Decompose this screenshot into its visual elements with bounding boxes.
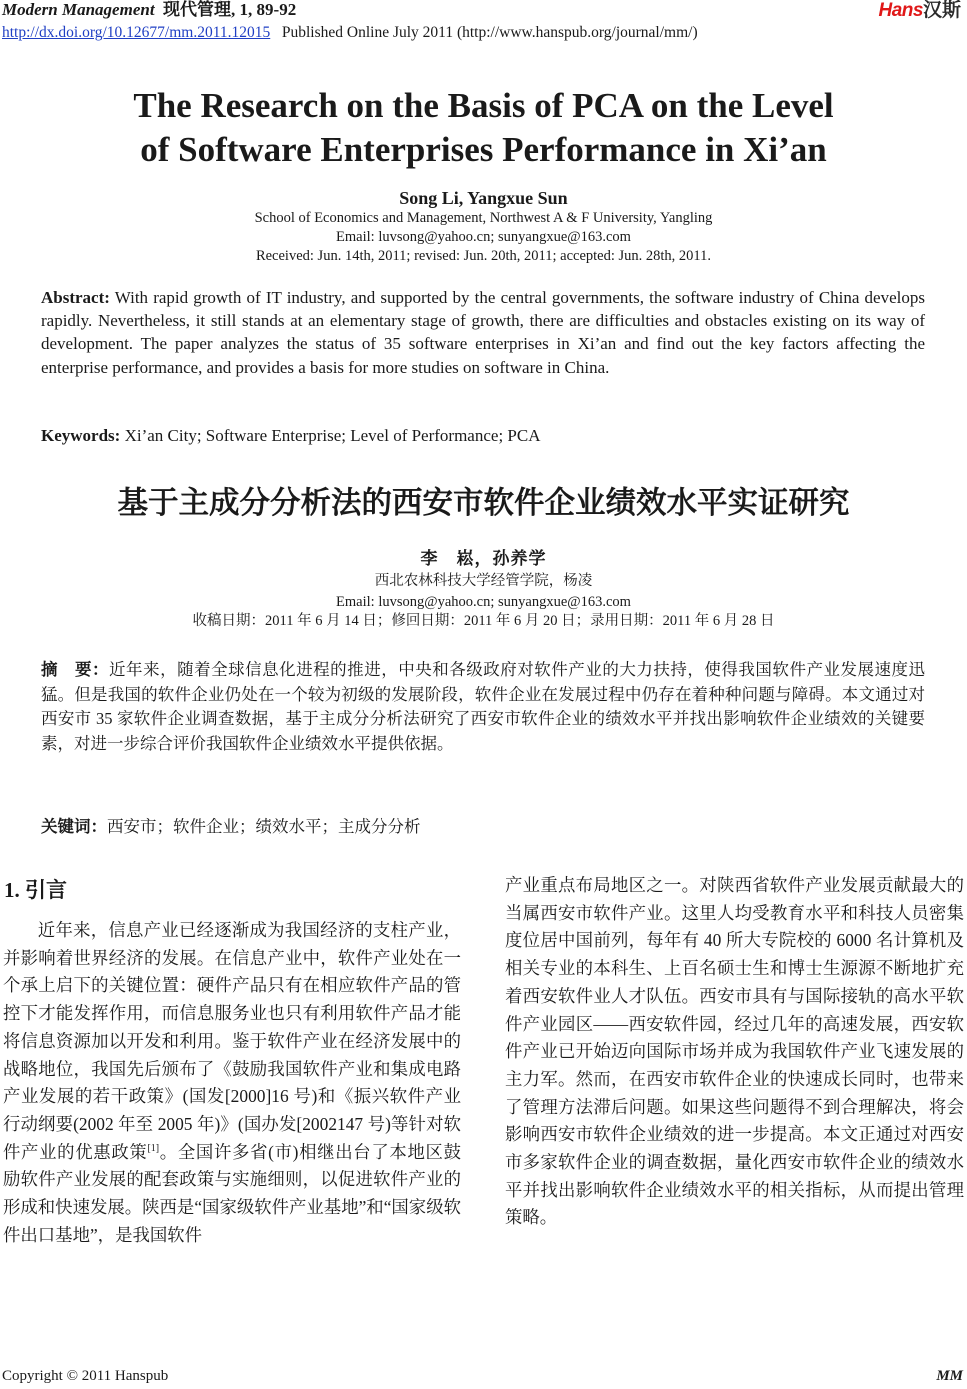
affiliation: School of Economics and Management, Northwest A & F University, Yangling <box>254 210 713 226</box>
journal-name-cn: 现代管理, 1, 89-92 <box>163 0 297 19</box>
body-column-right <box>505 872 964 1232</box>
published-info: Published Online July 2011 (http://www.hanspub.org/journal/mm/) <box>281 24 698 41</box>
received-dates-cn: 收稿日期：2011 年 6 月 14 日；修回日期：2011 年 6 月 20 日；录用日期：2011 年 6 月 28 日 <box>192 613 775 629</box>
hans-logo <box>879 0 961 22</box>
paper-title <box>0 84 967 172</box>
abstract <box>41 286 925 379</box>
abstract-label-cn: 摘 要： <box>41 660 110 679</box>
email-cn: Email: luvsong@yahoo.cn; sunyangxue@163.com <box>336 594 631 610</box>
publication-line <box>2 23 698 43</box>
title-line-1: The Research on the Basis of PCA on the Level <box>133 86 834 125</box>
section-number: 1. <box>4 878 20 902</box>
keywords-cn <box>41 815 925 839</box>
authors-cn: 李 崧，孙养学 <box>420 549 547 568</box>
abstract-text: With rapid growth of IT industry, and supported by the central governments, the software industry of China develops rapidly. Nevertheless, it still stands at an elementary stage of growth, there are difficulties and obstacles existing on its way of development. The paper analyzes the status of 35 software enterprises in Xi’an and find out the key factors affecting the enterprise performance, and provides a basis for more studies on software in China. <box>41 288 925 377</box>
keywords <box>41 425 925 447</box>
received-dates: Received: Jun. 14th, 2011; revised: Jun. 20th, 2011; accepted: Jun. 28th, 2011. <box>255 248 712 264</box>
body-column-left <box>3 917 461 1249</box>
paragraph-continued: 产业重点布局地区之一。对陕西省软件产业发展贡献最大的当属西安市软件产业。这里人均受教育水平和科技人员密集度位居中国前列，每年有 40 所大专院校的 6000 名计算机及相关专业的本科生、上百名硕士生和博士生源源不断地扩充着西安软件业人才队伍。西安市具有与国际接轨的高水平软件产业园区——西安软件园，经过几年的高速发展，西安软件产业已开始迈向国际市场并成为我国软件产业飞速发展的主力军。然而，在西安市软件企业的快速成长同时，也带来了管理方法滞后问题。如果这些问题得不到合理解决，将会影响西安市软件企业绩效的进一步提高。本文正通过对西安市多家软件企业的调查数据，量化西安市软件企业的绩效水平并找出影响软件企业绩效水平的相关指标，从而提出管理策略。 <box>505 875 964 1228</box>
copyright: Copyright © 2011 Hanspub <box>2 1368 169 1384</box>
affiliation-cn: 西北农林科技大学经管学院，杨凌 <box>374 573 593 589</box>
abstract-label: Abstract: <box>41 288 110 307</box>
journal-name: Modern Management <box>2 0 155 19</box>
section-heading <box>4 876 67 904</box>
keywords-text: Xi’an City; Software Enterprise; Level of Performance; PCA <box>124 426 541 445</box>
authors: Song Li, Yangxue Sun <box>399 188 568 208</box>
citation-1[interactable]: [1] <box>147 1142 160 1154</box>
section-title: 引言 <box>25 878 67 902</box>
abstract-cn <box>41 658 925 756</box>
title-line-2: of Software Enterprises Performance in Xi’an <box>140 130 827 169</box>
logo-text-en: Hans <box>878 0 923 21</box>
paragraph-text-a: 近年来，信息产业已经逐渐成为我国经济的支柱产业，并影响着世界经济的发展。在信息产业中，软件产业处在一个承上启下的关键位置：硬件产品只有在相应软件产品的管控下才能发挥作用，而信息服务业也只有利用软件产品才能将信息资源加以开发和利用。鉴于软件产业在经济发展中的战略地位，我国先后颁布了《鼓励我国软件产业和集成电路产业发展的若干政策》(国发[2000]16 号)和《振兴软件产业行动纲要(2002 年至 2005 年)》(国办发[2002147 号)等针对软件产业的优惠政策 <box>3 920 461 1162</box>
keywords-text-cn: 西安市；软件企业；绩效水平；主成分分析 <box>107 817 421 836</box>
keywords-label: Keywords: <box>41 426 121 445</box>
paragraph-text-b: 。全国许多省(市)相继出台了本地区鼓励软件产业发展的配套政策与实施细则，以促进软件产业的形成和快速发展。陕西是“国家级软件产业基地”和“国家级软件出口基地”，是我国软件 <box>3 1141 461 1245</box>
doi-link[interactable]: http://dx.doi.org/10.12677/mm.2011.12015 <box>2 24 271 41</box>
abstract-text-cn: 近年来，随着全球信息化进程的推进，中央和各级政府对软件产业的大力扶持，使得我国软件产业发展速度迅猛。但是我国的软件企业仍处在一个较为初级的发展阶段，软件企业在发展过程中仍存在着种种问题与障碍。本文通过对西安市 35 家软件企业调查数据，基于主成分分析法研究了西安市软件企业的绩效水平并找出影响软件企业绩效的关键要素，对进一步综合评价我国软件企业绩效水平提供依据。 <box>41 660 926 753</box>
paper-title-cn: 基于主成分分析法的西安市软件企业绩效水平实证研究 <box>117 486 850 521</box>
keywords-label-cn: 关键词： <box>41 817 107 836</box>
logo-text-cn: 汉斯 <box>922 0 961 21</box>
paragraph <box>3 917 461 1249</box>
journal-abbr: MM <box>936 1368 963 1384</box>
journal-header <box>2 0 296 20</box>
email: Email: luvsong@yahoo.cn; sunyangxue@163.com <box>336 229 631 245</box>
